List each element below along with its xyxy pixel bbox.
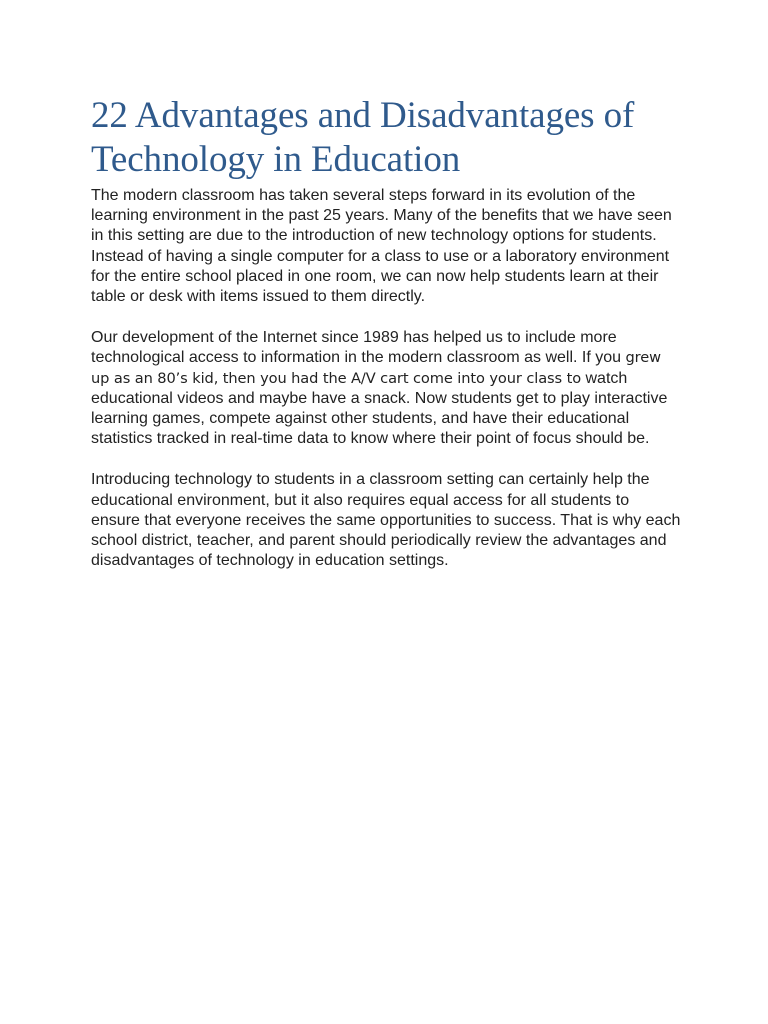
paragraph-internet [91,328,681,449]
document-title: 22 Advantages and Disadvantages of Technology in Education [91,95,635,180]
document-content [91,94,681,592]
paragraph-intro: The modern classroom has taken several steps forward in its evolution of the learning environment in the past 25 years. Many of the benefits that we have seen in this setting are due to the introduction of new technology options for students. Instead of having a single computer for a class to use or a laboratory environment for the entire school placed in one room, we can now help students learn at their table or desk with items issued to them directly. [91,187,672,306]
paragraph-conclusion: Introducing technology to students in a classroom setting can certainly help the educational environment, but it also requires equal access for all students to ensure that everyone receives the same opportunities to success. That is why each school district, teacher, and parent should periodically review the advantages and disadvantages of technology in education settings. [91,471,681,570]
paragraph-internet-part3: watch educational videos and maybe have a snack. Now students get to play interactive learning games, compete against other students, and have their educational statistics tracked in real-time data to know where their point of focus should be. [91,369,668,448]
paragraph-internet-part1: Our development of the Internet since 1989 has helped us to include more technological access to information in the modern classroom as well. If you [91,329,626,367]
paragraph-internet-part2: grew up as an 80’s kid, then you had the A/V cart come into your class to [91,349,661,387]
